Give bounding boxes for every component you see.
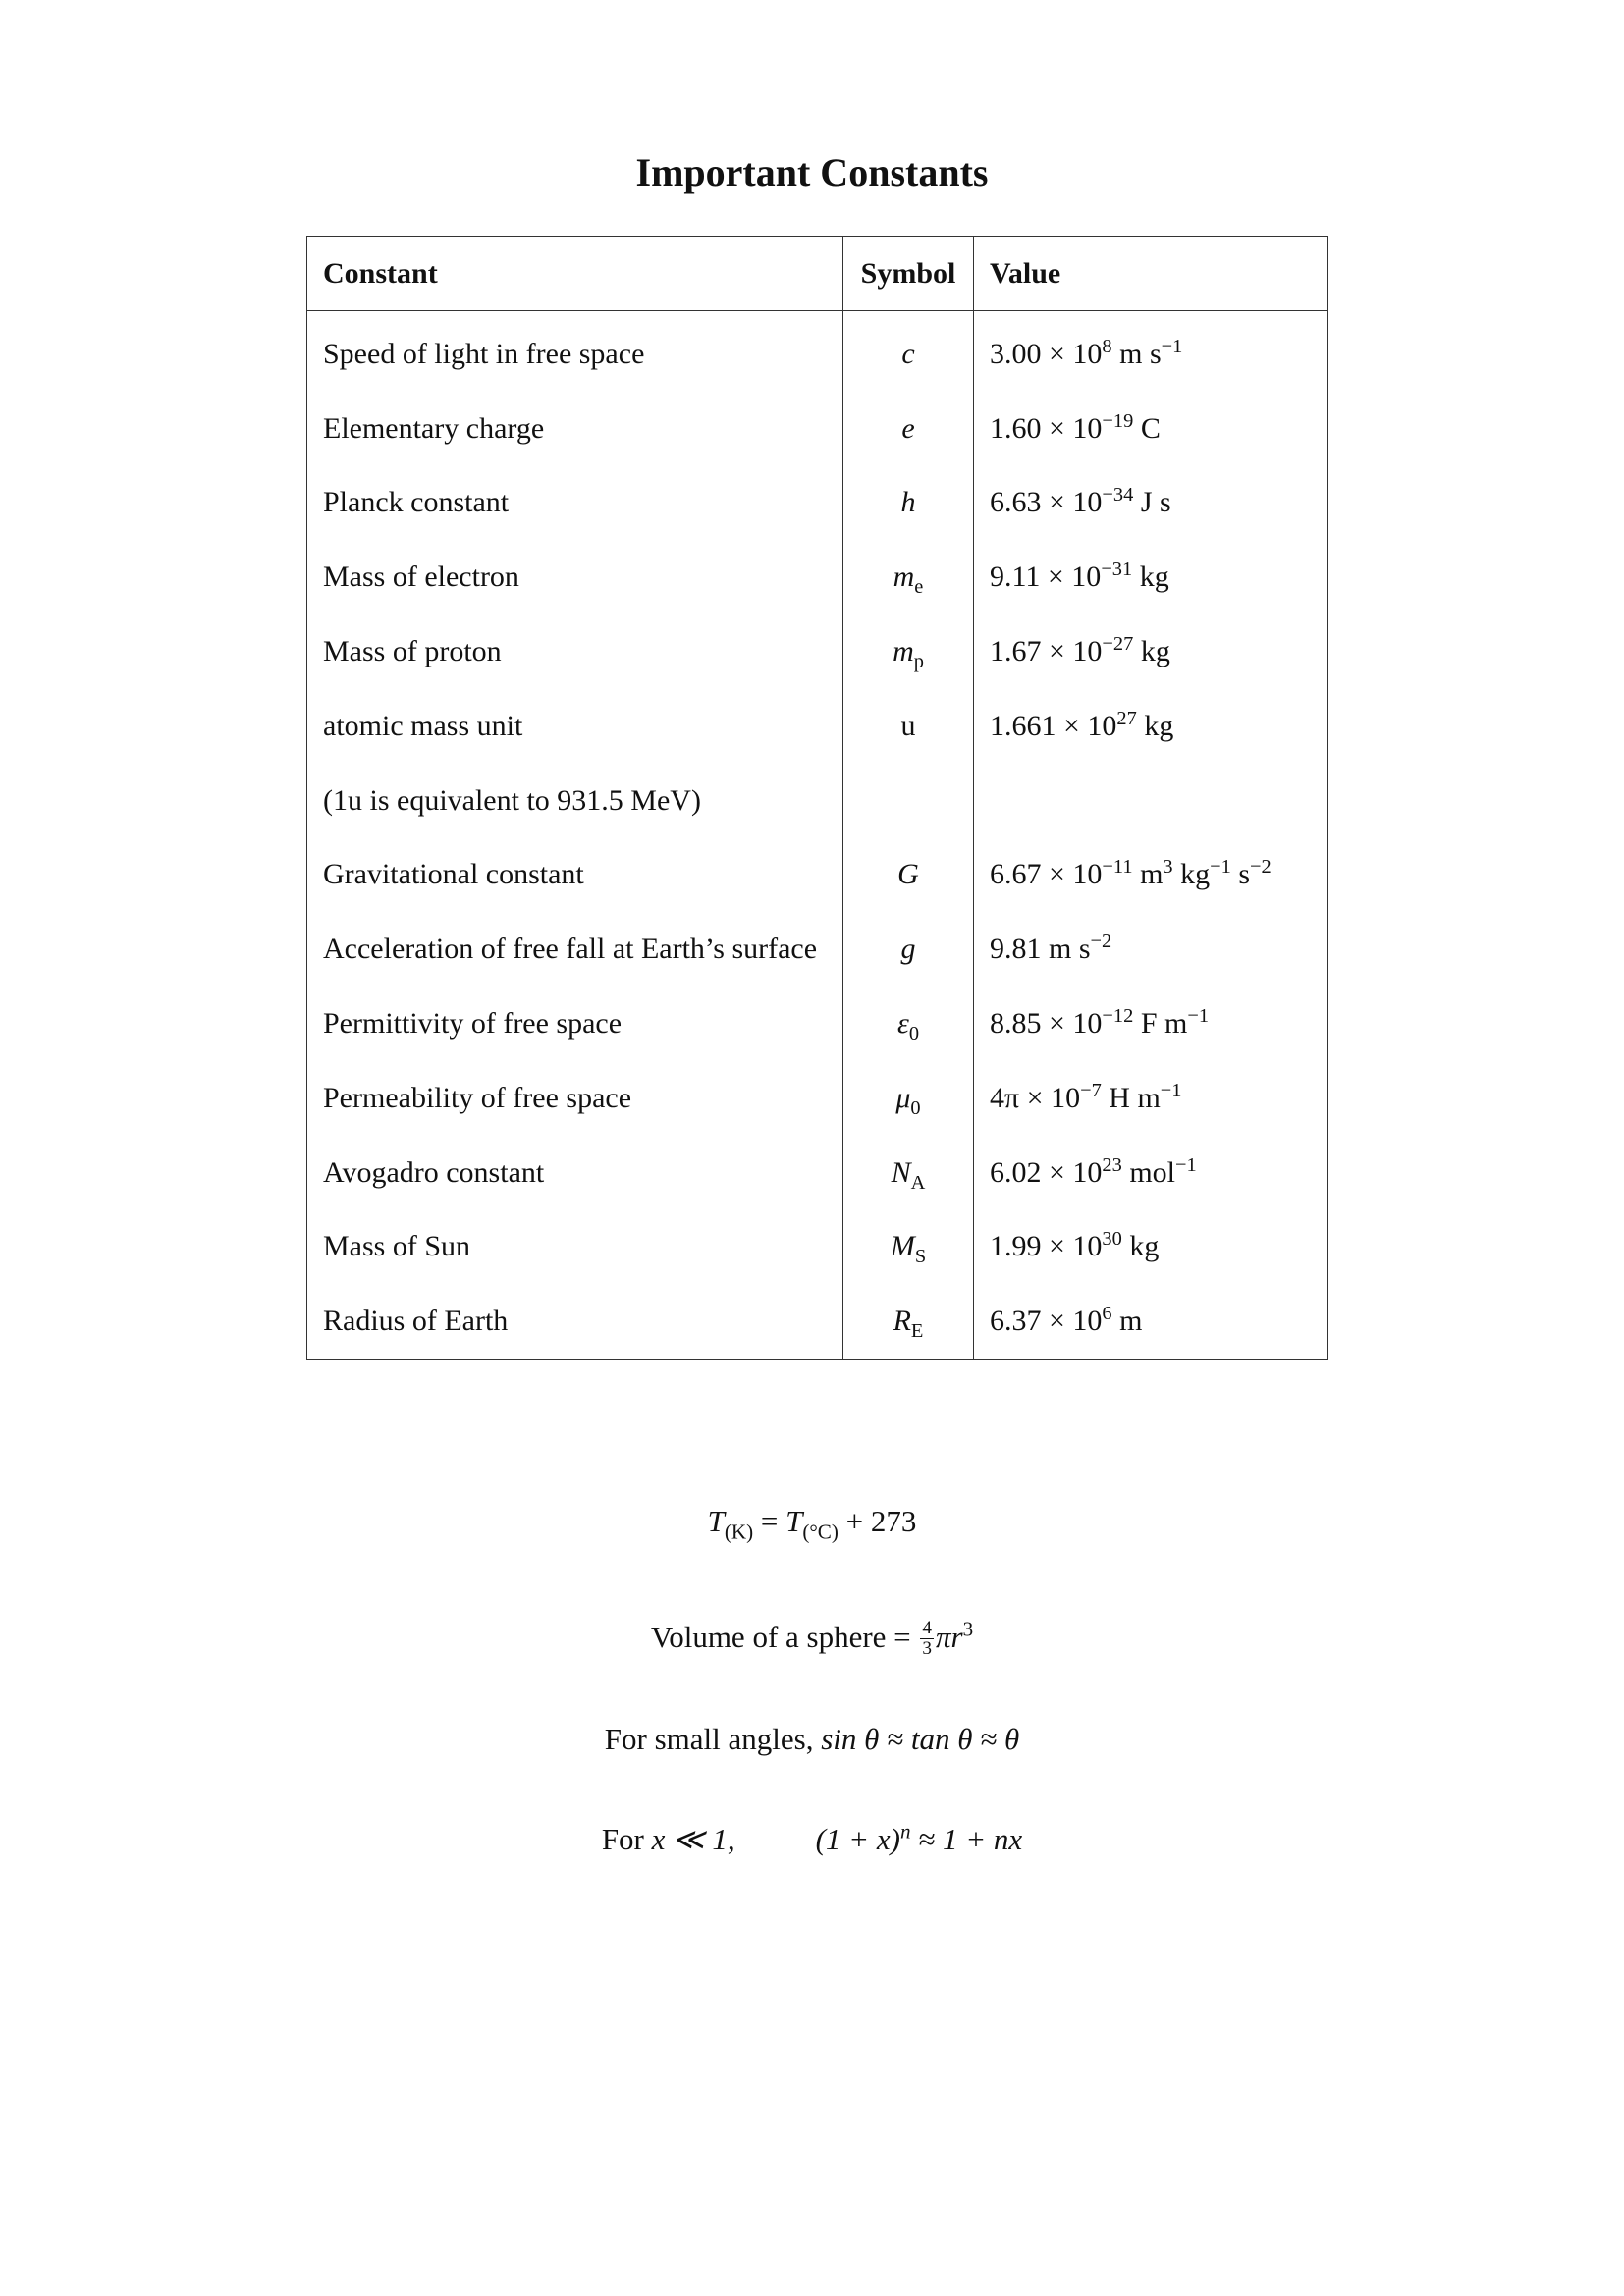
constant-name: Acceleration of free fall at Earth’s surface xyxy=(323,933,818,966)
table-row xyxy=(307,689,1328,764)
constant-name: Radius of Earth xyxy=(323,1305,509,1338)
constant-name: Planck constant xyxy=(323,486,510,519)
constant-value: $1.661 \times 10^{27}$ kg xyxy=(974,689,1328,764)
constant-value xyxy=(974,764,1328,838)
binomial-formula: For x ≪ 1, $(1 + x)^n \approx 1$ + nx xyxy=(601,1819,1023,1856)
constant-name: atomic mass unit xyxy=(323,709,523,742)
constant-symbol: $R_E$ xyxy=(843,1284,974,1359)
table-header-row xyxy=(307,237,1328,311)
constant-value: $6.37 \times 10^6$ m xyxy=(974,1284,1328,1359)
table-row xyxy=(307,540,1328,614)
constant-name: Avogadro constant xyxy=(323,1155,545,1189)
constant-value: $6.02 \times 10^{23}$ mol$^{-1}$ xyxy=(974,1136,1328,1210)
constant-value: $6.67 \times 10^{-11}$ $m^3$ $kg^{-1}$ $s^{-2}$ xyxy=(974,838,1328,913)
fraction: $\frac{4}{3}$ xyxy=(922,1617,933,1659)
constant-name: Speed of light in free space xyxy=(323,337,645,370)
table-row xyxy=(307,466,1328,541)
constant-name: Mass of Sun xyxy=(323,1230,471,1263)
table-row xyxy=(307,764,1328,838)
constant-value: 9.81 m $s^{-2}$ xyxy=(974,912,1328,987)
header-constant: Constant xyxy=(307,237,843,311)
constant-value: $9.11 \times 10^{-31}$ kg xyxy=(974,540,1328,614)
table-row xyxy=(307,1210,1328,1285)
constant-name: Permeability of free space xyxy=(323,1081,632,1114)
constant-value: $6.63 \times 10^{-34}$ J s xyxy=(974,466,1328,541)
constant-name: Elementary charge xyxy=(323,411,545,445)
header-value: Value xyxy=(974,237,1328,311)
table-row xyxy=(307,392,1328,466)
constant-value: $3.00 \times 10^8$ m $s^{-1}$ xyxy=(974,311,1328,392)
table-row xyxy=(307,1136,1328,1210)
constant-symbol: h xyxy=(843,466,974,541)
constant-name: Mass of electron xyxy=(323,561,519,594)
constant-symbol: $\varepsilon_0$ xyxy=(843,987,974,1061)
table-row xyxy=(307,987,1328,1061)
constant-value: $1.67 \times 10^{-27}$ kg xyxy=(974,614,1328,689)
constant-symbol: c xyxy=(843,311,974,392)
constant-symbol: $N_A$ xyxy=(843,1136,974,1210)
constant-symbol: G xyxy=(843,838,974,913)
constant-value: $4\pi \times 10^{-7}$ H $m^{-1}$ xyxy=(974,1061,1328,1136)
constant-name: Permittivity of free space xyxy=(323,1007,623,1041)
constant-value: $8.85 \times 10^{-12}$ F $m^{-1}$ xyxy=(974,987,1328,1061)
temperature-formula: $T_{(K)} = T_{(^\circ C)} + 273$ xyxy=(707,1504,917,1544)
constant-value: $1.60 \times 10^{-19}$ C xyxy=(974,392,1328,466)
constant-symbol: $m_e$ xyxy=(843,540,974,614)
constant-symbol: $\mu_0$ xyxy=(843,1061,974,1136)
table-row xyxy=(307,912,1328,987)
constant-name: Gravitational constant xyxy=(323,858,584,891)
constant-symbol: $m_p$ xyxy=(843,614,974,689)
header-symbol: Symbol xyxy=(843,237,974,311)
table-row xyxy=(307,614,1328,689)
constant-symbol: $M_S$ xyxy=(843,1210,974,1285)
constants-table xyxy=(306,236,1328,1360)
constant-symbol: g xyxy=(843,912,974,987)
table-row xyxy=(307,1284,1328,1359)
small-angle-formula: For small angles, sin θ ≈ tan θ ≈ θ xyxy=(604,1722,1020,1756)
constant-symbol: e xyxy=(843,392,974,466)
sphere-volume-formula: Volume of a sphere = $\frac{4}{3}$ $\pi r^3$ xyxy=(650,1617,974,1659)
table-row xyxy=(307,1061,1328,1136)
constant-value: $1.99 \times 10^{30}$ kg xyxy=(974,1210,1328,1285)
table-row xyxy=(307,311,1328,392)
constant-name: Mass of proton xyxy=(323,635,502,668)
constant-symbol: u xyxy=(843,689,974,764)
page-title: Important Constants xyxy=(635,150,989,194)
constant-note: (1u is equivalent to 931.5 MeV) xyxy=(323,783,701,817)
constant-symbol xyxy=(843,764,974,838)
table-row xyxy=(307,838,1328,913)
